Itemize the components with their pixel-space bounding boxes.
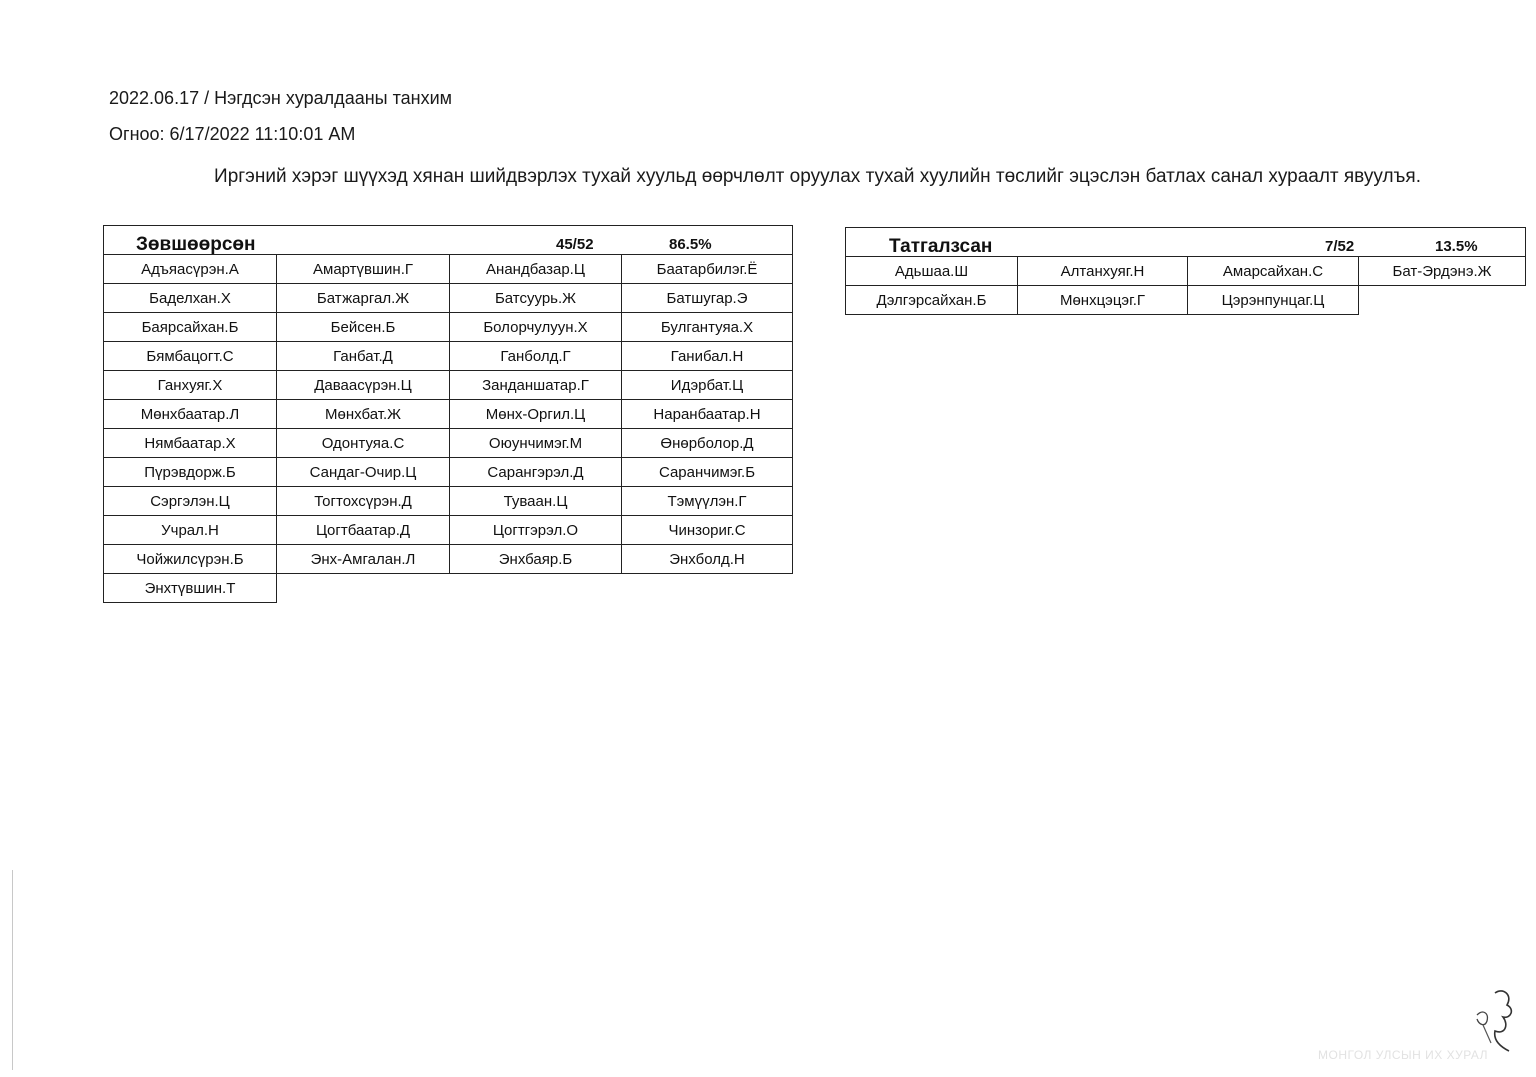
table-row: [104, 458, 793, 487]
member-name-cell: Алтанхуяг.Н: [1018, 257, 1188, 286]
approved-header: [104, 226, 793, 255]
table-row: [104, 255, 793, 284]
member-name-cell: Одонтуяа.С: [277, 429, 450, 458]
member-name-cell: Идэрбат.Ц: [622, 371, 793, 400]
member-name-cell: Энхтүвшин.Т: [104, 574, 277, 603]
approved-label: Зөвшөөрсөн: [136, 234, 256, 255]
table-row: [104, 284, 793, 313]
member-name-cell: Бейсен.Б: [277, 313, 450, 342]
table-row: [846, 257, 1526, 286]
vote-datetime: Огноо: 6/17/2022 11:10:01 AM: [109, 124, 356, 144]
table-row: [104, 429, 793, 458]
rejected-percent: 13.5%: [1435, 238, 1478, 255]
scan-margin-line: [12, 870, 13, 1070]
table-row: [846, 286, 1526, 315]
watermark: МОНГОЛ УЛСЫН ИХ ХУРАЛ: [1318, 1048, 1489, 1062]
member-name-cell: Цогтгэрэл.О: [450, 516, 622, 545]
empty-cell: [1359, 286, 1526, 315]
table-row: [104, 516, 793, 545]
session-info: 2022.06.17 / Нэгдсэн хуралдааны танхим: [109, 88, 453, 108]
member-name-cell: Баатарбилэг.Ё: [622, 255, 793, 284]
approved-count: 45/52: [556, 236, 594, 253]
member-name-cell: Баярсайхан.Б: [104, 313, 277, 342]
member-name-cell: Сарангэрэл.Д: [450, 458, 622, 487]
corner-stamp-mark: [1465, 985, 1525, 1055]
member-name-cell: Мөнх-Оргил.Ц: [450, 400, 622, 429]
member-name-cell: Тогтохсүрэн.Д: [277, 487, 450, 516]
table-row: [104, 342, 793, 371]
member-name-cell: Цогтбаатар.Д: [277, 516, 450, 545]
member-name-cell: Пүрэвдорж.Б: [104, 458, 277, 487]
member-name-cell: Батшугар.Э: [622, 284, 793, 313]
member-name-cell: Занданшатар.Г: [450, 371, 622, 400]
rejected-header-row: [846, 228, 1526, 257]
member-name-cell: Чинзориг.С: [622, 516, 793, 545]
member-name-cell: Цэрэнпунцаг.Ц: [1188, 286, 1359, 315]
member-name-cell: Бямбацогт.С: [104, 342, 277, 371]
empty-cell: [277, 574, 450, 603]
table-row: [104, 400, 793, 429]
member-name-cell: Даваасүрэн.Ц: [277, 371, 450, 400]
member-name-cell: Амарсайхан.С: [1188, 257, 1359, 286]
approved-table: [103, 225, 793, 603]
member-name-cell: Ганибал.Н: [622, 342, 793, 371]
member-name-cell: Мөнхбаатар.Л: [104, 400, 277, 429]
member-name-cell: Мөнхцэцэг.Г: [1018, 286, 1188, 315]
member-name-cell: Амартүвшин.Г: [277, 255, 450, 284]
rejected-count: 7/52: [1325, 238, 1355, 255]
member-name-cell: Анандбазар.Ц: [450, 255, 622, 284]
member-name-cell: Сандаг-Очир.Ц: [277, 458, 450, 487]
member-name-cell: Батсуурь.Ж: [450, 284, 622, 313]
member-name-cell: Ганхуяг.Х: [104, 371, 277, 400]
table-row: [104, 487, 793, 516]
member-name-cell: Мөнхбат.Ж: [277, 400, 450, 429]
table-row: [104, 371, 793, 400]
approved-percent: 86.5%: [669, 236, 712, 253]
table-row: [104, 313, 793, 342]
member-name-cell: Бат-Эрдэнэ.Ж: [1359, 257, 1526, 286]
rejected-table-body: [846, 228, 1526, 315]
rejected-label: Татгалзсан: [889, 236, 993, 257]
member-name-cell: Булгантуяа.Х: [622, 313, 793, 342]
member-name-cell: Оюунчимэг.М: [450, 429, 622, 458]
member-name-cell: Болорчулуун.Х: [450, 313, 622, 342]
member-name-cell: Адьшаа.Ш: [846, 257, 1018, 286]
member-name-cell: Ганболд.Г: [450, 342, 622, 371]
member-name-cell: Наранбаатар.Н: [622, 400, 793, 429]
member-name-cell: Нямбаатар.Х: [104, 429, 277, 458]
member-name-cell: Батжаргал.Ж: [277, 284, 450, 313]
member-name-cell: Энхбаяр.Б: [450, 545, 622, 574]
vote-title: Иргэний хэрэг шүүхэд хянан шийдвэрлэх тухай хуульд өөрчлөлт оруулах тухай хуулийн төслийг эцэслэн батлах санал хураалт явуулъя.: [214, 166, 1421, 187]
approved-header-row: [104, 226, 793, 255]
empty-cell: [450, 574, 622, 603]
table-row: [104, 545, 793, 574]
rejected-table: [845, 227, 1526, 315]
member-name-cell: Дэлгэрсайхан.Б: [846, 286, 1018, 315]
empty-cell: [622, 574, 793, 603]
member-name-cell: Чойжилсүрэн.Б: [104, 545, 277, 574]
member-name-cell: Саранчимэг.Б: [622, 458, 793, 487]
member-name-cell: Өнөрболор.Д: [622, 429, 793, 458]
member-name-cell: Адъяасүрэн.А: [104, 255, 277, 284]
member-name-cell: Туваан.Ц: [450, 487, 622, 516]
member-name-cell: Сэргэлэн.Ц: [104, 487, 277, 516]
approved-table-body: [104, 226, 793, 603]
member-name-cell: Энхболд.Н: [622, 545, 793, 574]
member-name-cell: Баделхан.Х: [104, 284, 277, 313]
member-name-cell: Тэмүүлэн.Г: [622, 487, 793, 516]
rejected-header: [846, 228, 1526, 257]
table-row: [104, 574, 793, 603]
member-name-cell: Учрал.Н: [104, 516, 277, 545]
member-name-cell: Ганбат.Д: [277, 342, 450, 371]
member-name-cell: Энх-Амгалан.Л: [277, 545, 450, 574]
